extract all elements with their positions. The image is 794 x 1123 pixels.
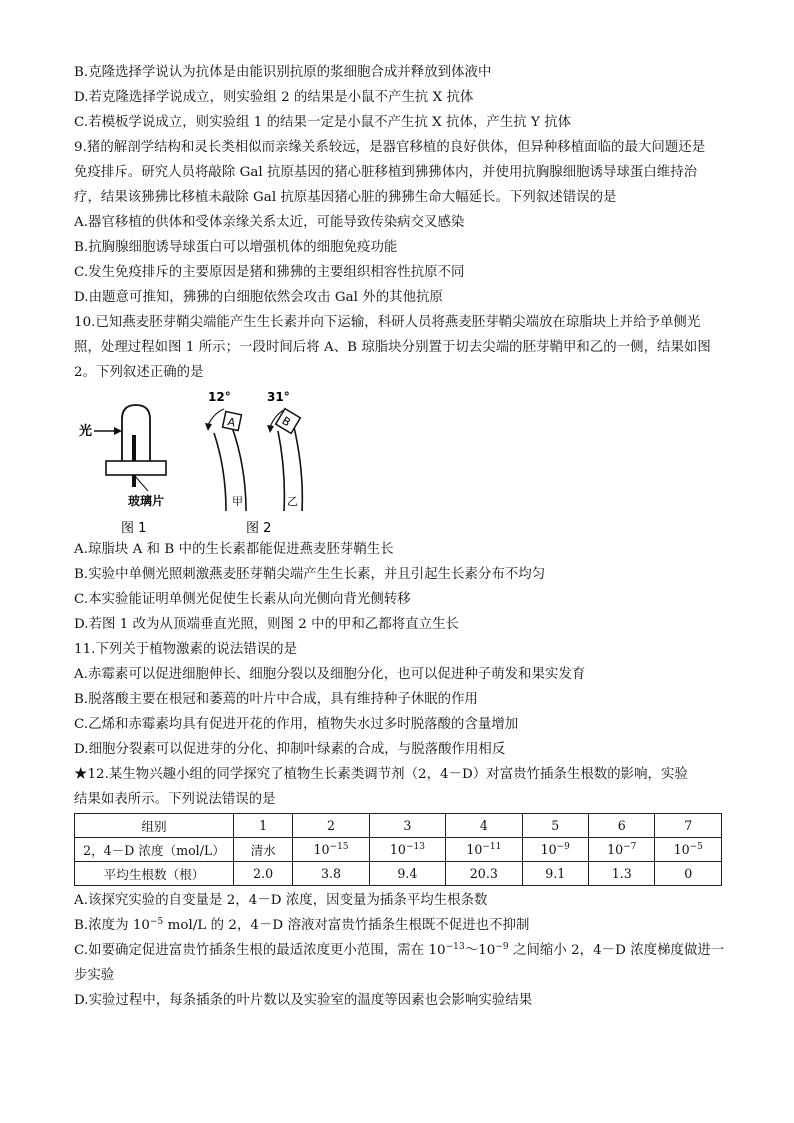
question-10-option-d: D.若图 1 改为从顶端垂直光照，则图 2 中的甲和乙都将直立生长 bbox=[74, 617, 459, 632]
block-a-label: A bbox=[226, 415, 237, 430]
option-text: 之间缩小 2，4－D 浓度梯度做进一 bbox=[508, 943, 725, 958]
angle-label-a: 12° bbox=[208, 390, 231, 404]
table-cell: 3.8 bbox=[293, 862, 369, 886]
conc-base: 10 bbox=[466, 842, 483, 857]
table-cell: 2.0 bbox=[234, 862, 293, 886]
question-11-option-c: C.乙烯和赤霉素均具有促进开花的作用，植物失水过多时脱落酸的含量增加 bbox=[74, 717, 519, 732]
figure-2 bbox=[205, 390, 302, 536]
question-11-option-b: B.脱落酸主要在根冠和萎蔫的叶片中合成，具有维持种子休眠的作用 bbox=[74, 692, 478, 707]
question-12-option-b bbox=[74, 913, 724, 938]
text-line: B.克隆选择学说认为抗体是由能识别抗原的浆细胞合成并释放到体液中 bbox=[74, 65, 492, 80]
light-arrow-head bbox=[114, 427, 122, 435]
table-cell: 2 bbox=[293, 814, 369, 838]
table-cell: 4 bbox=[446, 814, 522, 838]
table-row bbox=[75, 862, 722, 886]
light-label: 光 bbox=[79, 424, 93, 439]
block-b-label: B bbox=[279, 414, 293, 430]
table-cell: 1.3 bbox=[589, 862, 655, 886]
table-cell: 9.4 bbox=[369, 862, 445, 886]
option-text: mol/L 的 2，4－D 溶液对富贵竹插条生根既不促进也不抑制 bbox=[163, 918, 530, 933]
conc-exp: −11 bbox=[482, 842, 502, 852]
sheath-jia-label: 甲 bbox=[232, 495, 243, 508]
table-cell: 0 bbox=[655, 862, 722, 886]
table-cell: 9.1 bbox=[522, 862, 588, 886]
table-cell bbox=[655, 838, 722, 862]
table-cell: 7 bbox=[655, 814, 722, 838]
question-12-option-c-cont: 步实验 bbox=[74, 968, 115, 983]
option-text: ～10 bbox=[464, 943, 496, 958]
question-12-options bbox=[74, 888, 724, 1013]
question-11-option-d: D.细胞分裂素可以促进芽的分化、抑制叶绿素的合成，与脱落酸作用相反 bbox=[74, 742, 506, 757]
table-cell bbox=[446, 838, 522, 862]
table-row-label: 平均生根数（根） bbox=[75, 862, 234, 886]
glass-pointer bbox=[134, 475, 148, 491]
conc-base: 清水 bbox=[250, 843, 276, 858]
question-9-option-a: A.器官移植的供体和受体亲缘关系太近，可能导致传染病交叉感染 bbox=[74, 215, 465, 230]
question-10-option-c: C.本实验能证明单侧光促使生长素从向光侧向背光侧转移 bbox=[74, 592, 411, 607]
question-11-option-a: A.赤霉素可以促进细胞伸长、细胞分裂以及细胞分化，也可以促进种子萌发和果实发育 bbox=[74, 667, 586, 682]
bend-arrow-a-head bbox=[205, 423, 212, 431]
glass-label: 玻璃片 bbox=[128, 494, 165, 508]
question-12-option-c bbox=[74, 938, 724, 963]
conc-exp: −15 bbox=[329, 842, 349, 852]
conc-exp: −13 bbox=[405, 842, 425, 852]
mid-text-block bbox=[74, 537, 724, 812]
bend-arrow-a bbox=[208, 409, 224, 425]
question-9-stem: 免疫排斥。研究人员将敲除 Gal 抗原基因的猪心脏移植到狒狒体内，并使用抗胸腺细胞诱导球蛋白维持治 bbox=[74, 165, 698, 180]
agar-block-a bbox=[223, 412, 242, 431]
question-10-stem: 照，处理过程如图 1 所示；一段时间后将 A、B 琼脂块分别置于切去尖端的胚芽鞘甲和乙的一侧，结果如图 bbox=[74, 340, 711, 355]
table-cell bbox=[234, 838, 293, 862]
question-10-stem: 10.已知燕麦胚芽鞘尖端能产生生长素并向下运输，科研人员将燕麦胚芽鞘尖端放在琼脂块上并给予单侧光 bbox=[74, 315, 701, 330]
question-10-stem: 2。下列叙述正确的是 bbox=[74, 365, 204, 380]
table-row bbox=[75, 814, 722, 838]
question-9-option-d: D.由题意可推知，狒狒的白细胞依然会攻击 Gal 外的其他抗原 bbox=[74, 290, 443, 305]
top-text-block bbox=[74, 60, 724, 385]
question-12-stem: 结果如表所示。下列说法错误的是 bbox=[74, 792, 276, 807]
conc-base: 10 bbox=[313, 842, 330, 857]
conc-exp: −9 bbox=[556, 842, 570, 852]
figure-1-caption: 图 1 bbox=[121, 521, 147, 536]
exponent: −9 bbox=[495, 942, 509, 952]
bend-arrow-b-head bbox=[267, 425, 274, 433]
table-cell bbox=[589, 838, 655, 862]
table-cell: 20.3 bbox=[446, 862, 522, 886]
results-table bbox=[74, 813, 722, 886]
figure-1 bbox=[79, 405, 166, 536]
table-cell bbox=[369, 838, 445, 862]
conc-base: 10 bbox=[540, 842, 557, 857]
table-row-label: 组别 bbox=[75, 814, 234, 838]
sheath-yi-left bbox=[278, 431, 284, 511]
table-cell: 1 bbox=[234, 814, 293, 838]
question-10-option-b: B.实验中单侧光照刺激燕麦胚芽鞘尖端产生生长素，并且引起生长素分布不均匀 bbox=[74, 567, 546, 582]
conc-base: 10 bbox=[673, 842, 690, 857]
figure-drawing bbox=[74, 387, 494, 537]
agar-block-base bbox=[106, 461, 166, 475]
conc-exp: −5 bbox=[689, 842, 703, 852]
table-cell bbox=[522, 838, 588, 862]
question-9-option-c: C.发生免疫排斥的主要原因是猪和狒狒的主要组织相容性抗原不同 bbox=[74, 265, 465, 280]
option-text: C.如要确定促进富贵竹插条生根的最适浓度更小范围，需在 10 bbox=[74, 943, 446, 958]
sheath-yi-label: 乙 bbox=[287, 495, 298, 508]
exponent: −5 bbox=[149, 917, 164, 927]
table-cell: 6 bbox=[589, 814, 655, 838]
exam-page bbox=[74, 60, 724, 1013]
text-line: C.若模板学说成立，则实验组 1 的结果一定是小鼠不产生抗 X 抗体，产生抗 Y 抗体 bbox=[74, 115, 572, 130]
figure-2-caption: 图 2 bbox=[246, 521, 272, 536]
text-line: D.若克隆选择学说成立，则实验组 2 的结果是小鼠不产生抗 X 抗体 bbox=[74, 90, 474, 105]
question-9-option-b: B.抗胸腺细胞诱导球蛋白可以增强机体的细胞免疫功能 bbox=[74, 240, 398, 255]
table-row-label: 2，4－D 浓度（mol/L） bbox=[75, 838, 234, 862]
table-cell bbox=[293, 838, 369, 862]
table-cell: 3 bbox=[369, 814, 445, 838]
conc-base: 10 bbox=[607, 842, 624, 857]
sheath-jia-left bbox=[214, 433, 226, 511]
question-12-option-d: D.实验过程中，每条插条的叶片数以及实验室的温度等因素也会影响实验结果 bbox=[74, 993, 533, 1008]
question-9-stem: 9.猪的解剖学结构和灵长类相似而亲缘关系较远，是器官移植的良好供体，但异种移植面临的最大问题还是 bbox=[74, 140, 706, 155]
experiment-figure bbox=[74, 387, 724, 537]
question-10-option-a: A.琼脂块 A 和 B 中的生长素都能促进燕麦胚芽鞘生长 bbox=[74, 542, 394, 557]
question-12-stem: ★12.某生物兴趣小组的同学探究了植物生长素类调节剂（2，4－D）对富贵竹插条生根数的影响，实验 bbox=[74, 767, 688, 782]
table-row bbox=[75, 838, 722, 862]
table-cell: 5 bbox=[522, 814, 588, 838]
conc-base: 10 bbox=[389, 842, 406, 857]
conc-exp: −7 bbox=[623, 842, 637, 852]
angle-label-b: 31° bbox=[267, 390, 290, 404]
exponent: −13 bbox=[445, 942, 465, 952]
question-9-stem: 疗，结果该狒狒比移植未敲除 Gal 抗原基因猪心脏的狒狒生命大幅延长。下列叙述错误的是 bbox=[74, 190, 617, 205]
question-12-option-a: A.该探究实验的自变量是 2，4－D 浓度，因变量为插条平均生根条数 bbox=[74, 893, 488, 908]
question-11-stem: 11.下列关于植物激素的说法错误的是 bbox=[74, 642, 298, 657]
option-text: B.浓度为 10 bbox=[74, 918, 150, 933]
